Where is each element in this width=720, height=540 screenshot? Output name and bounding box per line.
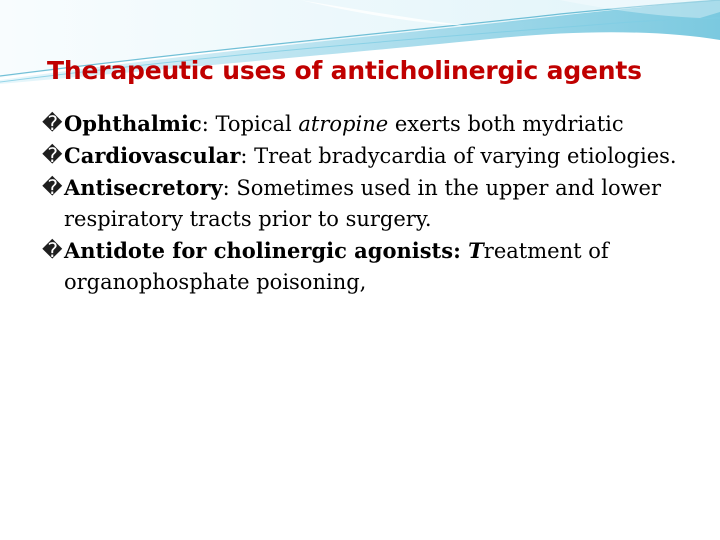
bullet-lead: Antisecretory [64, 175, 223, 200]
bullet-colon: : [201, 112, 209, 136]
bullet-colon: : [240, 144, 248, 168]
bullet-ophthalmic [42, 108, 692, 140]
bullet-marker-icon: � [42, 143, 63, 167]
bullet-text: Sometimes used in the upper and lower respiratory tracts prior to surgery. [64, 176, 662, 231]
bullet-marker-icon: � [42, 111, 63, 135]
slide-title: Therapeutic uses of anticholinergic agents [47, 56, 642, 85]
bullet-italic-term: atropine [298, 112, 389, 136]
bullet-lead: Cardiovascular [64, 143, 241, 168]
bullet-cardiovascular [42, 140, 692, 172]
bullet-colon: : [453, 238, 461, 263]
header-swoosh-decoration [0, 0, 720, 100]
bullet-list [42, 108, 692, 298]
bullet-marker-icon: � [42, 175, 63, 199]
bullet-marker-icon: � [42, 238, 63, 262]
bullet-lead: Ophthalmic [64, 111, 202, 136]
bullet-text: Topical [208, 112, 299, 136]
bullet-text: Treat bradycardia of varying etiologies. [247, 144, 677, 168]
bullet-antisecretory [42, 172, 692, 235]
bullet-text: exerts both mydriatic [388, 112, 624, 136]
bullet-initial: T [460, 238, 484, 263]
bullet-text: reatment of organophosphate poisoning, [64, 239, 609, 294]
bullet-antidote [42, 235, 692, 298]
bullet-colon: : [222, 176, 230, 200]
bullet-lead: Antidote for cholinergic agonists [64, 238, 454, 263]
